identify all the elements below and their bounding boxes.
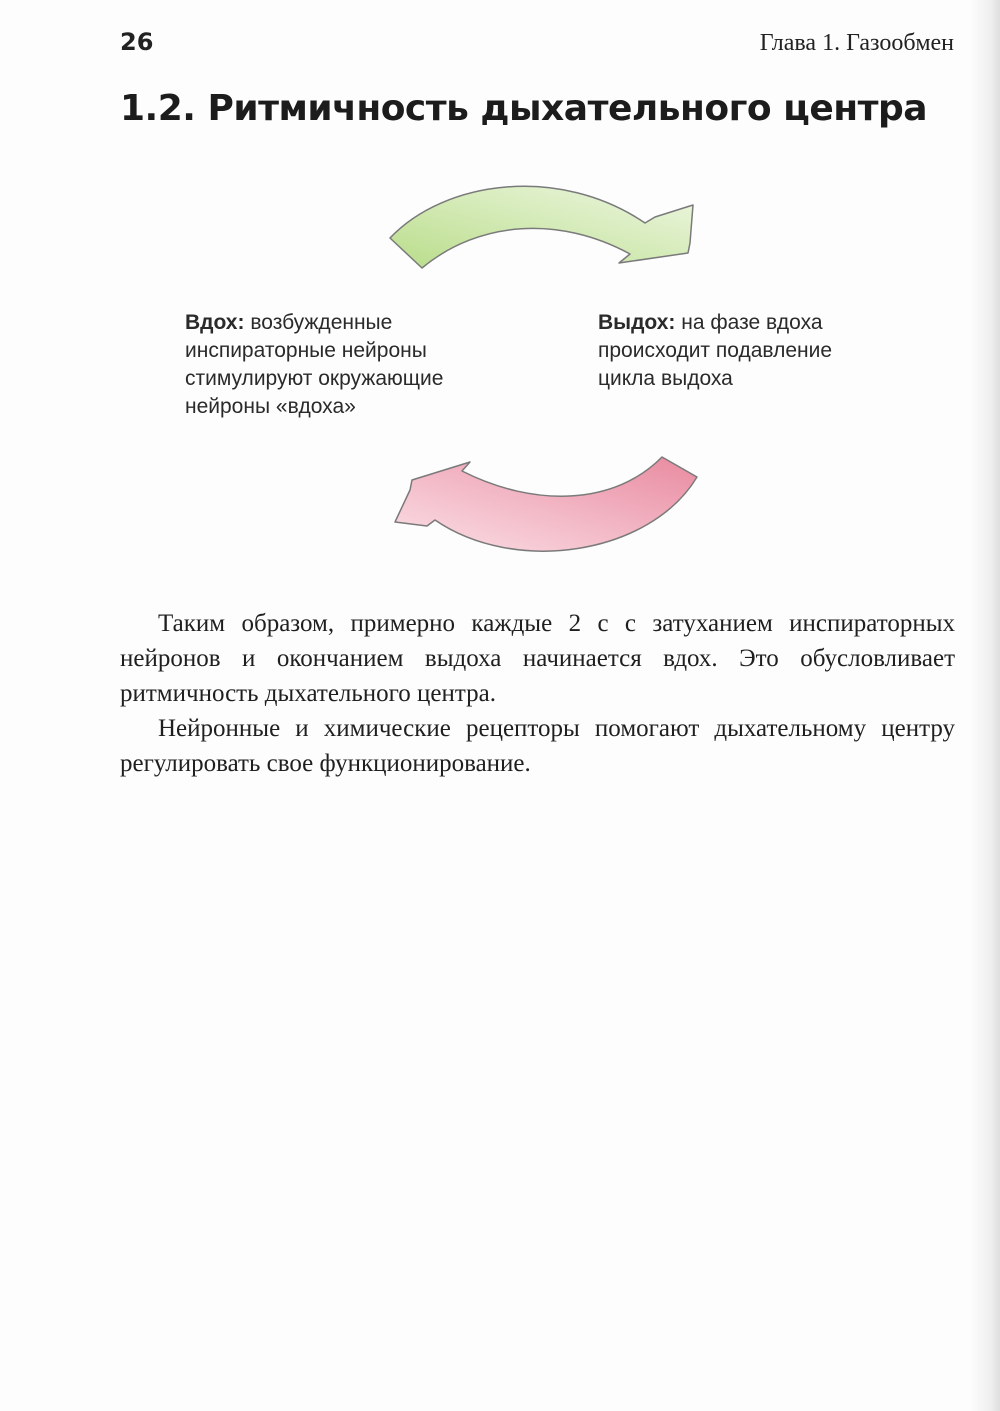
body-text xyxy=(120,606,955,781)
page-edge-shadow xyxy=(970,0,1000,1411)
inhale-label: Вдох: xyxy=(185,311,245,334)
body-paragraph-1: Таким образом, примерно каждые 2 с с затуханием инспираторных нейронов и окончанием выдоха начинается вдох. Это обусловливает ритмичность дыхательного центра. xyxy=(120,610,955,707)
inhale-caption xyxy=(185,309,565,421)
exhale-line-2: происходит подавление xyxy=(598,339,833,362)
exhale-line-1: на фазе вдоха xyxy=(681,311,823,334)
top-arrow-shape xyxy=(390,186,693,268)
bottom-arrow-shape xyxy=(395,457,697,551)
inhale-line-3: стимулируют окружающие xyxy=(185,367,444,390)
inhale-line-2: инспираторные нейроны xyxy=(185,339,427,362)
exhale-line-3: цикла выдоха xyxy=(598,367,733,390)
exhale-caption xyxy=(598,309,938,393)
exhale-label: Выдох: xyxy=(598,311,676,334)
inhale-line-4: нейроны «вдоха» xyxy=(185,395,356,418)
page-number: 26 xyxy=(120,28,154,56)
body-paragraph-2: Нейронные и химические рецепторы помогают дыхательному центру регулировать свое функционирование. xyxy=(120,715,955,777)
section-title: 1.2. Ритмичность дыхательного центра xyxy=(120,88,928,129)
inhale-line-1: возбужденные xyxy=(250,311,393,334)
running-head: Глава 1. Газообмен xyxy=(759,30,954,56)
